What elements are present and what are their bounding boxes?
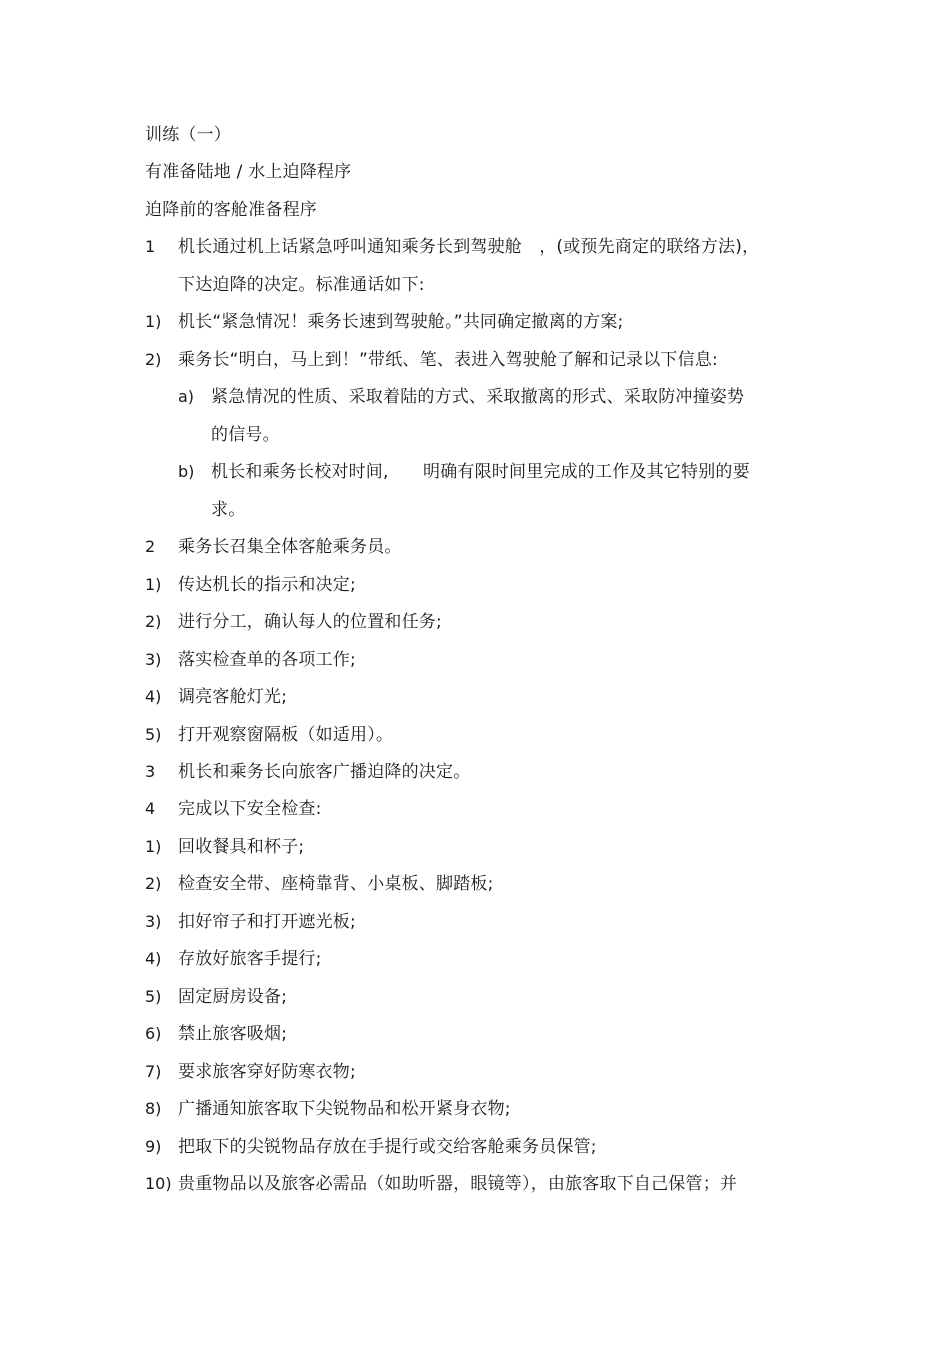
subitem-text: 机长和乘务长校对时间, 明确有限时间里完成的工作及其它特别的要	[211, 462, 750, 482]
heading-training: 训练（一）	[145, 125, 231, 145]
item-number: 10)	[145, 1174, 172, 1193]
item-text: 回收餐具和杯子;	[178, 837, 305, 857]
item-text: 要求旅客穿好防寒衣物;	[178, 1062, 356, 1082]
item-number: 4)	[145, 687, 162, 706]
item-text: 把取下的尖锐物品存放在手提行或交给客舱乘务员保管;	[178, 1137, 597, 1157]
item-number: 1)	[145, 312, 162, 331]
item-text: 调亮客舱灯光;	[178, 687, 288, 707]
subitem-letter: a)	[178, 387, 195, 406]
item-text: 禁止旅客吸烟;	[178, 1024, 288, 1044]
item-number: 1)	[145, 837, 162, 856]
item-text: 落实检查单的各项工作;	[178, 650, 356, 670]
item-number: 4	[145, 799, 156, 818]
heading-ditching-procedure: 有准备陆地 / 水上迫降程序	[145, 162, 352, 182]
item-text: 贵重物品以及旅客必需品（如助听器，眼镜等），由旅客取下自己保管；并	[178, 1174, 738, 1194]
item-text: 检查安全带、座椅靠背、小桌板、脚踏板;	[178, 874, 494, 894]
item-text: 乘务长“明白，马上到！”带纸、笔、表进入驾驶舱了解和记录以下信息:	[178, 350, 718, 370]
item-number: 3	[145, 762, 156, 781]
subitem-text-continued: 的信号。	[211, 425, 280, 445]
item-text: 机长通过机上话紧急呼叫通知乘务长到驾驶舱 ，(或预先商定的联络方法)，	[178, 237, 760, 257]
item-text: 机长“紧急情况！乘务长速到驾驶舱。”共同确定撤离的方案;	[178, 312, 624, 332]
item-number: 3)	[145, 650, 162, 669]
item-number: 1	[145, 237, 156, 256]
item-text-continued: 下达迫降的决定。标准通话如下:	[178, 275, 425, 295]
item-number: 4)	[145, 949, 162, 968]
item-number: 6)	[145, 1024, 162, 1043]
item-text: 机长和乘务长向旅客广播迫降的决定。	[178, 762, 471, 782]
item-number: 5)	[145, 987, 162, 1006]
item-number: 2	[145, 537, 156, 556]
item-text: 固定厨房设备;	[178, 987, 288, 1007]
item-text: 广播通知旅客取下尖锐物品和松开紧身衣物;	[178, 1099, 511, 1119]
item-number: 3)	[145, 912, 162, 931]
item-text: 存放好旅客手提行;	[178, 949, 322, 969]
item-number: 2)	[145, 874, 162, 893]
item-text: 扣好帘子和打开遮光板;	[178, 912, 356, 932]
subitem-text: 紧急情况的性质、采取着陆的方式、采取撤离的形式、采取防冲撞姿势	[211, 387, 745, 407]
item-number: 7)	[145, 1062, 162, 1081]
item-text: 传达机长的指示和决定;	[178, 575, 356, 595]
item-number: 2)	[145, 350, 162, 369]
item-number: 1)	[145, 575, 162, 594]
heading-cabin-preparation: 迫降前的客舱准备程序	[145, 200, 317, 220]
item-number: 8)	[145, 1099, 162, 1118]
subitem-text-continued: 求。	[211, 500, 246, 520]
item-number: 9)	[145, 1137, 162, 1156]
item-text: 打开观察窗隔板（如适用）。	[178, 725, 394, 745]
item-number: 2)	[145, 612, 162, 631]
item-text: 进行分工，确认每人的位置和任务;	[178, 612, 442, 632]
subitem-letter: b)	[178, 462, 195, 481]
item-number: 5)	[145, 725, 162, 744]
item-text: 完成以下安全检查:	[178, 799, 322, 819]
item-text: 乘务长召集全体客舱乘务员。	[178, 537, 402, 557]
